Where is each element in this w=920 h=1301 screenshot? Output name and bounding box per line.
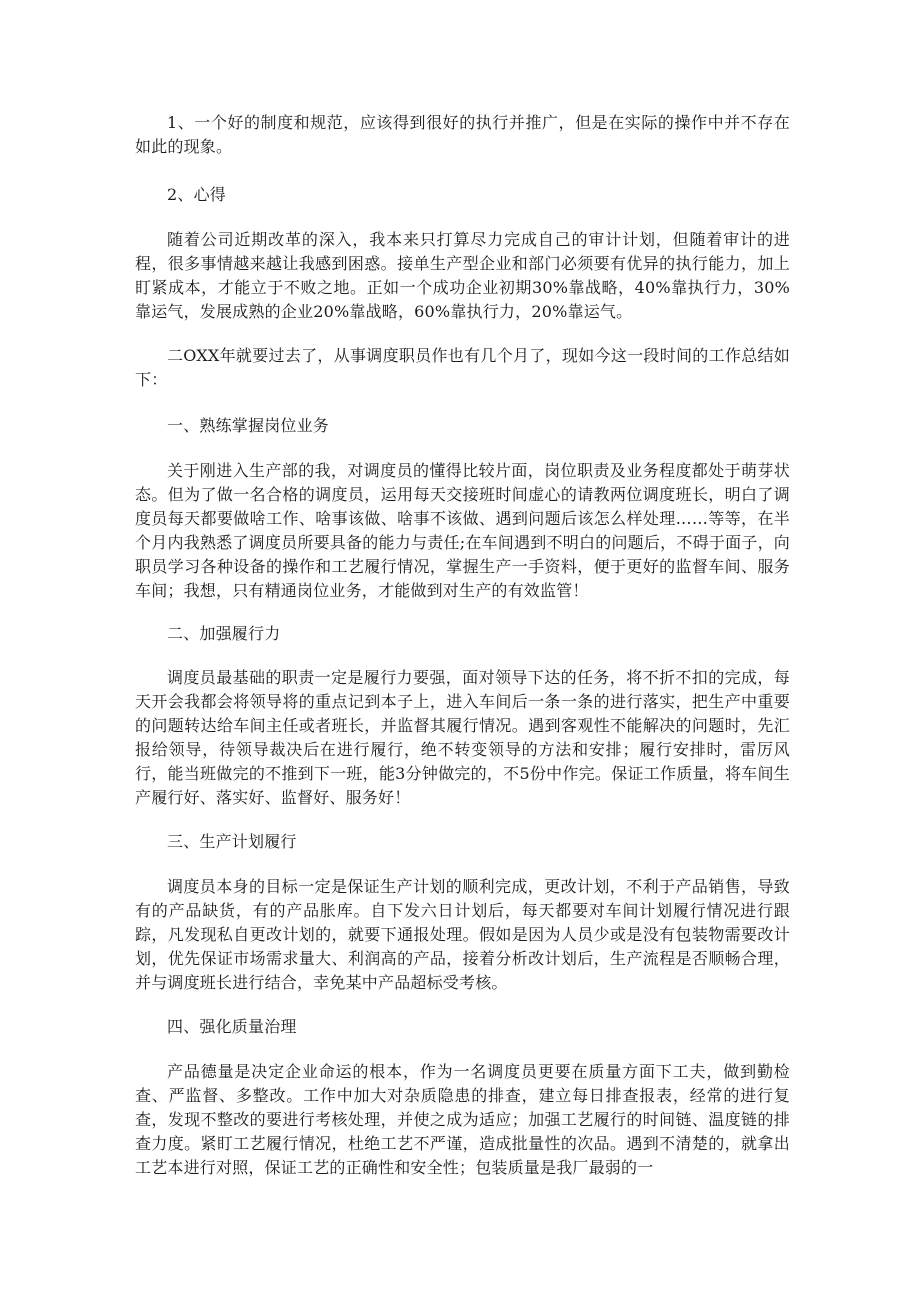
heading-section-1: 一、熟练掌握岗位业务 xyxy=(167,416,330,435)
heading-section-2: 二、加强履行力 xyxy=(167,624,281,643)
heading-section-4: 四、强化质量治理 xyxy=(167,1017,297,1036)
paragraph-3: 二OXX年就要过去了，从事调度职员作也有几个月了，现如今这一段时间的工作总结如下： xyxy=(135,346,790,389)
heading-section-3: 三、生产计划履行 xyxy=(167,832,297,851)
paragraph-5: 调度员最基础的职责一定是履行力要强，面对领导下达的任务，将不折不扣的完成，每天开会我都会将领导将的重点记到本子上，进入车间后一条一条的进行落实，把生产中重要的问题转达给车间主任或者班长，并监督其履行情况。遇到客观性不能解决的问题时，先汇报给领导，待领导裁决后在进行履行，绝不转变领导的方法和安排；履行安排时，雷厉风行，能当班做完的不推到下一班，能3分钟做完的，不5份中作完。保证工作质量，将车间生产履行好、落实好、监督好、服务好！ xyxy=(135,668,790,807)
paragraph-2: 随着公司近期改革的深入，我本来只打算尽力完成自己的审计计划，但随着审计的进程，很多事情越来越让我感到困惑。接单生产型企业和部门必须要有优异的执行能力，加上盯紧成本，才能立于不败之地。正如一个成功企业初期30%靠战略，40%靠执行力，30%靠运气，发展成熟的企业20%靠战略，60%靠执行力，20%靠运气。 xyxy=(135,230,790,321)
heading-xinde: 2、心得 xyxy=(167,185,226,204)
paragraph-1: 1、一个好的制度和规范，应该得到很好的执行并推广，但是在实际的操作中并不存在如此的现象。 xyxy=(135,113,790,156)
paragraph-4: 关于刚进入生产部的我，对调度员的懂得比较片面，岗位职责及业务程度都处于萌芽状态。但为了做一名合格的调度员，运用每天交接班时间虚心的请教两位调度班长，明白了调度员每天都要做啥工作、啥事该做、啥事不该做、遇到问题后该怎么样处理……等等，在半个月内我熟悉了调度员所要具备的能力与责任;在车间遇到不明白的问题后，不碍于面子，向职员学习各种设备的操作和工艺履行情况，掌握生产一手资料，便于更好的监督车间、服务车间；我想，只有精通岗位业务，才能做到对生产的有效监管！ xyxy=(135,461,790,600)
paragraph-6: 调度员本身的目标一定是保证生产计划的顺利完成，更改计划，不利于产品销售，导致有的产品缺货，有的产品胀库。自下发六日计划后，每天都要对车间计划履行情况进行跟踪，凡发现私自更改计划的，就要下通报处理。假如是因为人员少或是没有包装物需要改计划，优先保证市场需求量大、利润高的产品，接着分析改计划后，生产流程是否顺畅合理，并与调度班长进行结合，幸免某中产品超标受考核。 xyxy=(135,877,790,992)
paragraph-7: 产品德量是决定企业命运的根本，作为一名调度员更要在质量方面下工夫，做到勤检查、严监督、多整改。工作中加大对杂质隐患的排查，建立每日排查报表，经常的进行复查，发现不整改的要进行考核处理，并使之成为适应；加强工艺履行的时间链、温度链的排查力度。紧盯工艺履行情况，杜绝工艺不严谨，造成批量性的次品。遇到不清楚的，就拿出工艺本进行对照，保证工艺的正确性和安全性；包装质量是我厂最弱的一 xyxy=(135,1062,790,1177)
